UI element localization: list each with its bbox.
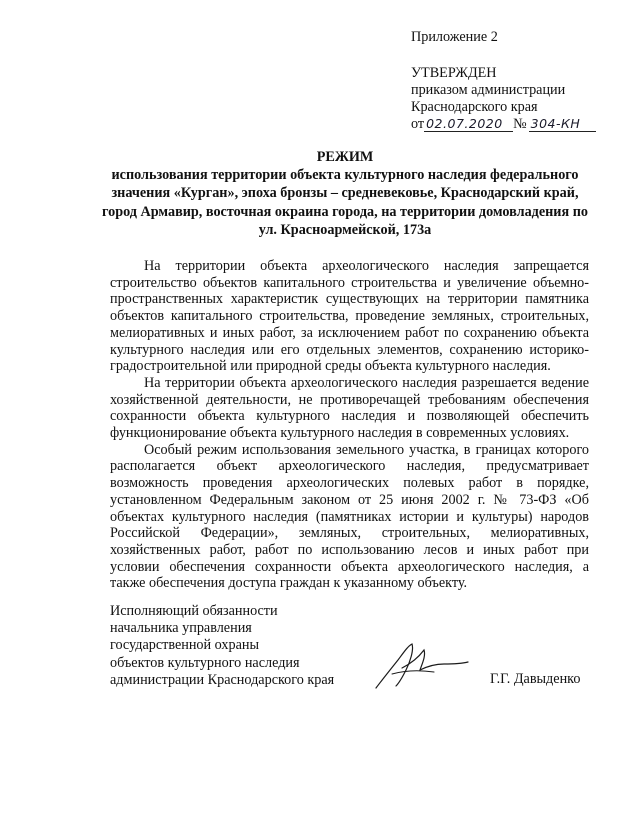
appendix-label: Приложение 2: [411, 29, 498, 45]
approval-date-line: [411, 116, 596, 133]
approved-title: УТВЕРЖДЕН: [411, 65, 497, 81]
signatory-position: [110, 603, 334, 689]
signatory-line: Исполняющий обязанности: [110, 603, 278, 619]
date-prefix: от: [411, 116, 425, 132]
handwritten-date: 02.07.2020: [424, 117, 513, 132]
signatory-line: администрации Краснодарского края: [110, 671, 335, 688]
signatory-line: начальника управления: [110, 620, 252, 637]
handwritten-signature: [372, 640, 472, 692]
title-heading: РЕЖИМ: [316, 149, 374, 165]
title-subtitle: использования территории объекта культурного наследия федерального значения «Курган», эпоха бронзы – средневековье, Краснодарский край, город Армавир, восточная окраина города, на территории домовладения по ул. Красноармейской, 173а: [102, 167, 588, 238]
body-paragraph: На территории объекта археологического наследия запрещается строительство объектов капитального строительства и увеличение объемно-пространственных характеристик существующих на территории памятника объектов капитального строительства, проведение земляных, строительных, мелиоративных и иных работ, за исключением работ по сохранению объекта культурного наследия или его отдельных элементов, сохранению историко-градостроительной или природной среды объекта культурного наследия.: [110, 258, 589, 375]
number-prefix: №: [513, 116, 527, 132]
document-title: [100, 148, 590, 239]
approved-by-order: приказом администрации: [411, 82, 566, 98]
signatory-line: объектов культурного наследия: [110, 654, 300, 671]
body-paragraph: На территории объекта археологического наследия разрешается ведение хозяйственной деятельности, не противоречащей требованиям обеспечения сохранности объекта культурного наследия и позволяющей обеспечить функционирование объекта культурного наследия в современных условиях.: [110, 374, 589, 442]
document-body: [110, 258, 589, 592]
approval-stamp-block: [411, 65, 596, 133]
handwritten-order-number: 304-КН: [529, 117, 596, 132]
approved-region: Краснодарского края: [411, 99, 538, 115]
body-paragraph: Особый режим использования земельного участка, в границах которого располагается объект археологического наследия, предусматривает возможность проведения археологических полевых работ в порядке, установленном Федеральным законом от 25 июня 2002 г. № 73-ФЗ «Об объектах культурного наследия (памятниках истории и культуры) народов Российской Федерации», земляных, строительных, мелиоративных, хозяйственных работ, работ по использованию лесов и иных работ при условии обеспечения сохранности объекта археологического наследия, а также обеспечения доступа граждан к указанному объекту.: [110, 441, 589, 592]
signatory-line: государственной охраны: [110, 637, 260, 654]
signer-name: Г.Г. Давыденко: [490, 671, 581, 687]
